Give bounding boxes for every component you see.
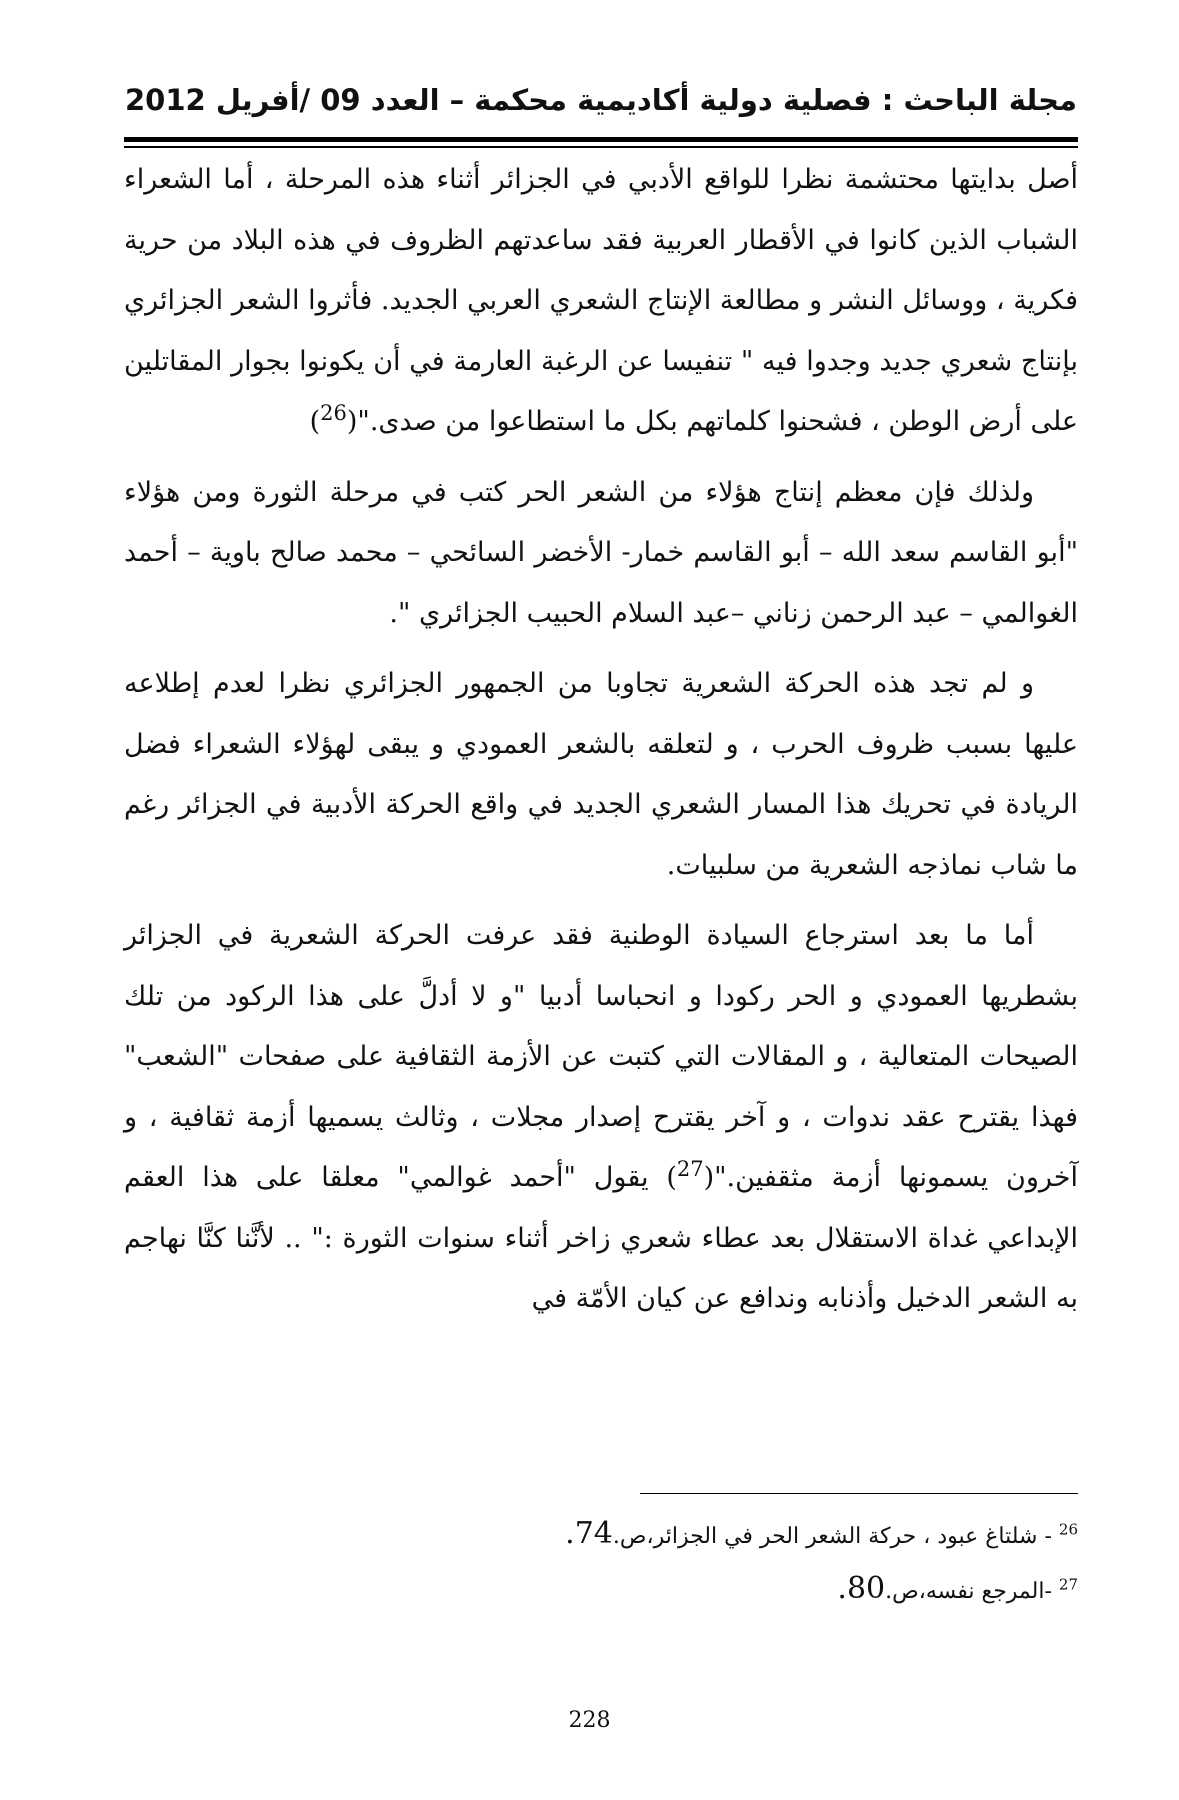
footnotes bbox=[124, 1508, 1078, 1618]
paragraph-1 bbox=[124, 150, 1078, 453]
paragraph-1-text: أصل بدايتها محتشمة نظرا للواقع الأدبي في الجزائر أثناء هذه المرحلة ، أما الشعراء الشباب الذين كانوا في الأقطار العربية فقد ساعدتهم الظروف في هذه البلاد من حرية فكرية ، ووسائل النشر و مطالعة الإنتاج الشعري العربي الجديد. فأثروا الشعر الجزائري بإنتاج شعري جديد وجدوا فيه " تنفيسا عن الرغبة العارمة في أن يكونوا بجوار المقاتلين على أرض الوطن ، فشحنوا كلماتهم بكل ما استطاعوا من صدى."( bbox=[124, 164, 1078, 437]
paragraph-3: و لم تجد هذه الحركة الشعرية تجاوبا من الجمهور الجزائري نظرا لعدم إطلاعه عليها بسبب ظروف الحرب ، و لتعلقه بالشعر العمودي و يبقى لهؤلاء الشعراء فضل الريادة في تحريك هذا المسار الشعري الجديد في واقع الحركة الأدبية في الجزائر رغم ما شاب نماذجه الشعرية من سلبيات. bbox=[124, 668, 1078, 881]
footnote-text: - شلتاغ عبود ، حركة الشعر الحر في الجزائر،ص. bbox=[612, 1524, 1052, 1549]
footnote-number: 27 bbox=[1058, 1575, 1078, 1594]
header-rule-thick bbox=[124, 137, 1078, 142]
paragraph-2: ولذلك فإن معظم إنتاج هؤلاء من الشعر الحر كتب في مرحلة الثورة ومن هؤلاء "أبو القاسم سعد الله – أبو القاسم خمار- الأخضر السائحي – محمد صالح باوية – أحمد الغوالمي – عبد الرحمن زناني –عبد السلام الحبيب الجزائري ". bbox=[124, 476, 1078, 629]
header-rule-thin bbox=[124, 146, 1078, 148]
running-header: مجلة الباحث : فصلية دولية أكاديمية محكمة – العدد 09 /أفريل 2012 bbox=[125, 83, 1077, 117]
footnote-separator bbox=[640, 1493, 1078, 1494]
body-text bbox=[124, 150, 1078, 1340]
footnote-27 bbox=[124, 1563, 1078, 1618]
footnote-text: -المرجع نفسه،ص. bbox=[885, 1579, 1052, 1604]
paragraph-4-continuation: ) يقول "أحمد غوالمي" معلقا على هذا العقم الإبداعي غداة الاستقلال بعد عطاء شعري زاخر أثناء سنوات الثورة :" .. لأنَّنا كنَّا نهاجم به الشعر الدخيل وأذنابه وندافع عن كيان الأمّة في bbox=[124, 1162, 1078, 1314]
paragraph-4-text: أما ما بعد استرجاع السيادة الوطنية فقد عرفت الحركة الشعرية في الجزائر بشطريها العمودي و الحر ركودا و انحباسا أدبيا "و لا أدلَّ على هذا الركود من تلك الصيحات المتعالية ، و المقالات التي كتبت عن الأزمة الثقافية على صفحات "الشعب" فهذا يقترح عقد ندوات ، و آخر يقترح إصدار مجلات ، وثالث يسميها أزمة ثقافية ، و آخرون يسمونها أزمة مثقفين."( bbox=[124, 920, 1078, 1193]
footnote-ref-26[interactable]: 26 bbox=[320, 401, 347, 425]
footnote-ref-27[interactable]: 27 bbox=[676, 1157, 704, 1181]
paragraph-4 bbox=[124, 906, 1078, 1330]
footnote-page: 80. bbox=[837, 1571, 886, 1606]
footnote-number: 26 bbox=[1058, 1520, 1078, 1539]
footnote-page: 74. bbox=[565, 1516, 613, 1551]
page-number: 228 bbox=[568, 1708, 611, 1733]
paragraph-1-close: ) bbox=[309, 406, 321, 437]
footnote-26 bbox=[124, 1508, 1078, 1563]
